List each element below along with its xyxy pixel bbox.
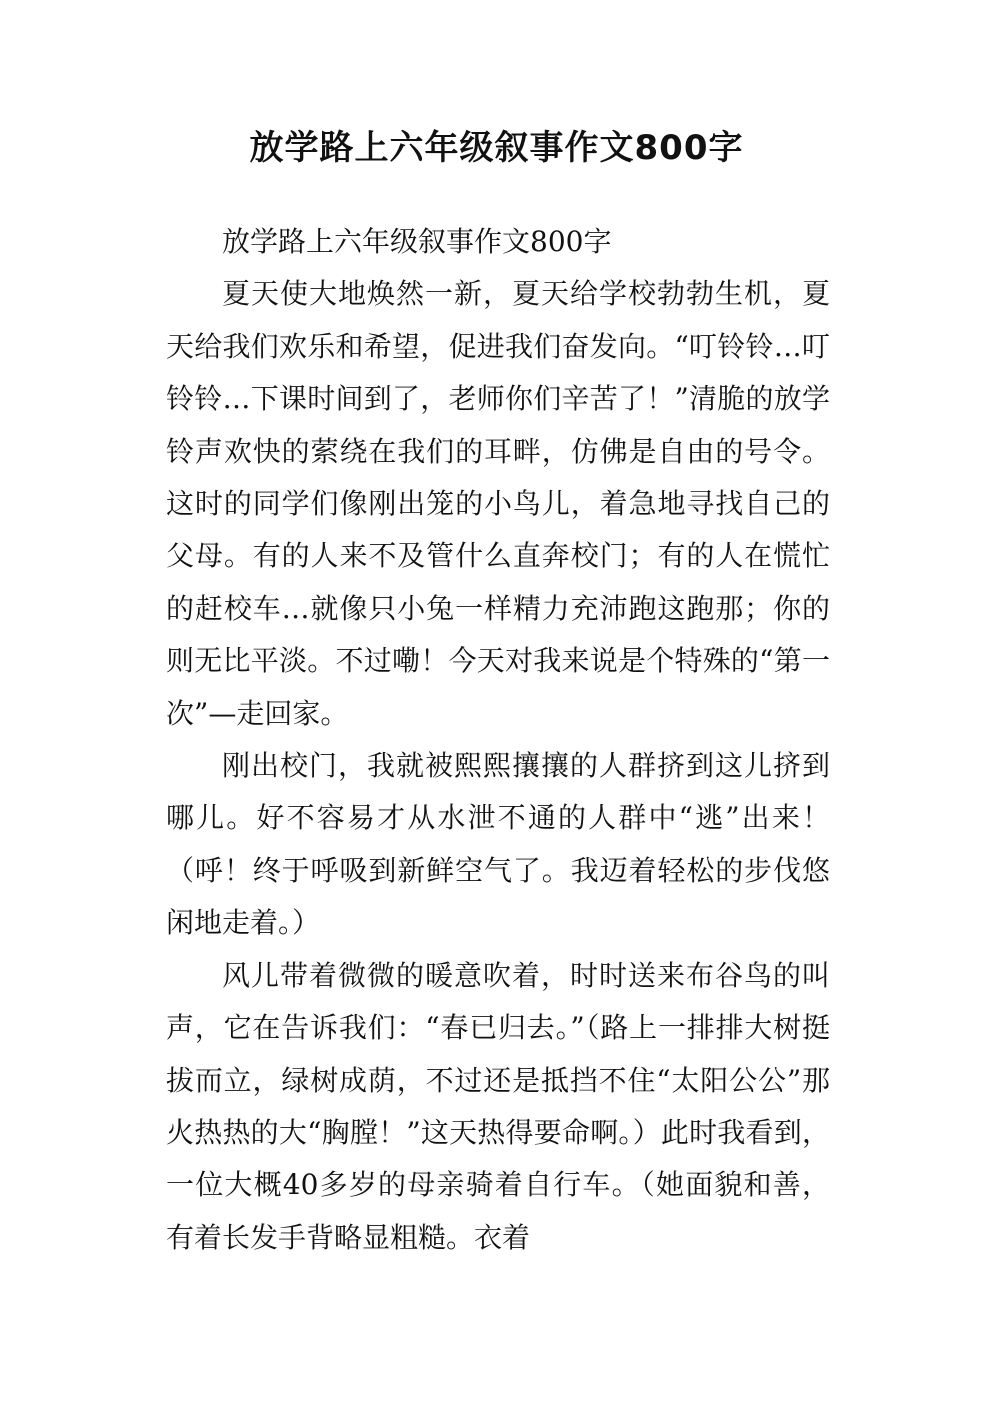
paragraph-1: 夏天使大地焕然一新，夏天给学校勃勃生机，夏天给我们欢乐和希望，促进我们奋发向。“叮铃铃…叮铃铃…下课时间到了，老师你们辛苦了！”清脆的放学铃声欢快的萦绕在我们的耳畔，仿佛是自由的号令。这时的同学们像刚出笼的小鸟儿，着急地寻找自己的父母。有的人来不及管什么直奔校门；有的人在慌忙的赶校车…就像只小兔一样精力充沛跑这跑那；你的则无比平淡。不过嘞！今天对我来说是个特殊的“第一次”—走回家。 [166, 277, 830, 730]
document-title: 放学路上六年级叙事作文800字 [249, 128, 744, 168]
paragraph-3: 风儿带着微微的暖意吹着，时时送来布谷鸟的叫声，它在告诉我们：“春已归去。”（路上一排排大树挺拔而立，绿树成荫，不过还是抵挡不住“太阳公公”那火热热的大“胸膛！”这天热得要命啊。）此时我看到，一位大概40多岁的母亲骑着自行车。（她面貌和善，有着长发手背略显粗糙。衣着 [166, 958, 830, 1254]
document-body [166, 216, 830, 1264]
paragraph-heading: 放学路上六年级叙事作文800字 [222, 225, 612, 258]
paragraph-2: 刚出校门，我就被熙熙攘攘的人群挤到这儿挤到哪儿。好不容易才从水泄不通的人群中“逃”出来！（呼！终于呼吸到新鲜空气了。我迈着轻松的步伐悠闲地走着。） [166, 749, 830, 940]
